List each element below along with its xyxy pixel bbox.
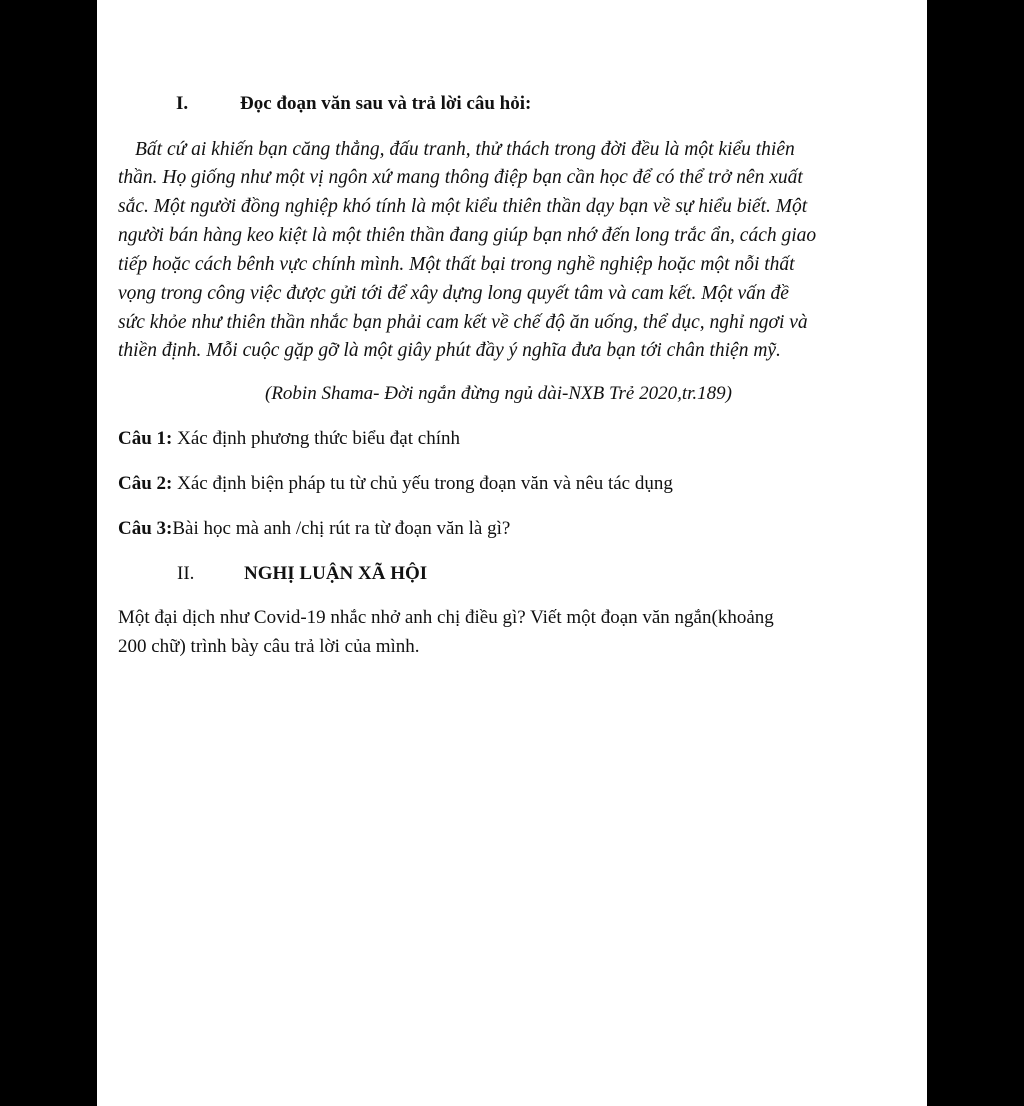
question-label: Câu 1: xyxy=(118,428,173,449)
passage-line: sắc. Một người đồng nghiệp khó tính là một kiểu thiên thần dạy bạn về sự hiểu biết. Một xyxy=(118,196,808,217)
question-label: Câu 3: xyxy=(118,518,173,539)
section2-heading: NGHỊ LUẬN XÃ HỘI xyxy=(244,563,428,584)
question-1 xyxy=(118,428,460,450)
section2-numeral: II. xyxy=(177,563,195,584)
citation: (Robin Shama- Đời ngắn đừng ngủ dài-NXB Trẻ 2020,tr.189) xyxy=(265,383,732,404)
passage-line: thần. Họ giống như một vị ngôn xứ mang thông điệp bạn cần học để có thể trở nên xuất xyxy=(118,167,803,188)
section1-heading: Đọc đoạn văn sau và trả lời câu hỏi: xyxy=(240,93,532,114)
prompt-line: Một đại dịch như Covid-19 nhắc nhở anh chị điều gì? Viết một đoạn văn ngắn(khoảng xyxy=(118,607,774,628)
passage-line: Bất cứ ai khiến bạn căng thẳng, đấu tranh, thử thách trong đời đều là một kiểu thiên xyxy=(135,139,795,160)
question-text: Xác định phương thức biểu đạt chính xyxy=(172,428,460,449)
passage-line: người bán hàng keo kiệt là một thiên thần đang giúp bạn nhớ đến long trắc ẩn, cách giao xyxy=(118,225,817,246)
question-2 xyxy=(118,473,673,495)
passage-line: thiền định. Mỗi cuộc gặp gỡ là một giây phút đầy ý nghĩa đưa bạn tới chân thiện mỹ. xyxy=(118,340,781,361)
question-label: Câu 2: xyxy=(118,473,173,494)
prompt-line: 200 chữ) trình bày câu trả lời của mình. xyxy=(118,636,420,657)
question-3 xyxy=(118,518,510,540)
passage-line: sức khỏe như thiên thần nhắc bạn phải cam kết về chế độ ăn uống, thể dục, nghỉ ngơi và xyxy=(118,312,808,333)
passage-line: tiếp hoặc cách bênh vực chính mình. Một thất bại trong nghề nghiệp hoặc một nỗi thất xyxy=(118,254,795,275)
document-page xyxy=(97,0,927,1106)
passage-line: vọng trong công việc được gửi tới để xây dựng long quyết tâm và cam kết. Một vấn đề xyxy=(118,283,789,304)
question-text: Xác định biện pháp tu từ chủ yếu trong đoạn văn và nêu tác dụng xyxy=(172,473,673,494)
question-text: Bài học mà anh /chị rút ra từ đoạn văn là gì? xyxy=(172,518,511,539)
section1-numeral: I. xyxy=(176,93,189,114)
